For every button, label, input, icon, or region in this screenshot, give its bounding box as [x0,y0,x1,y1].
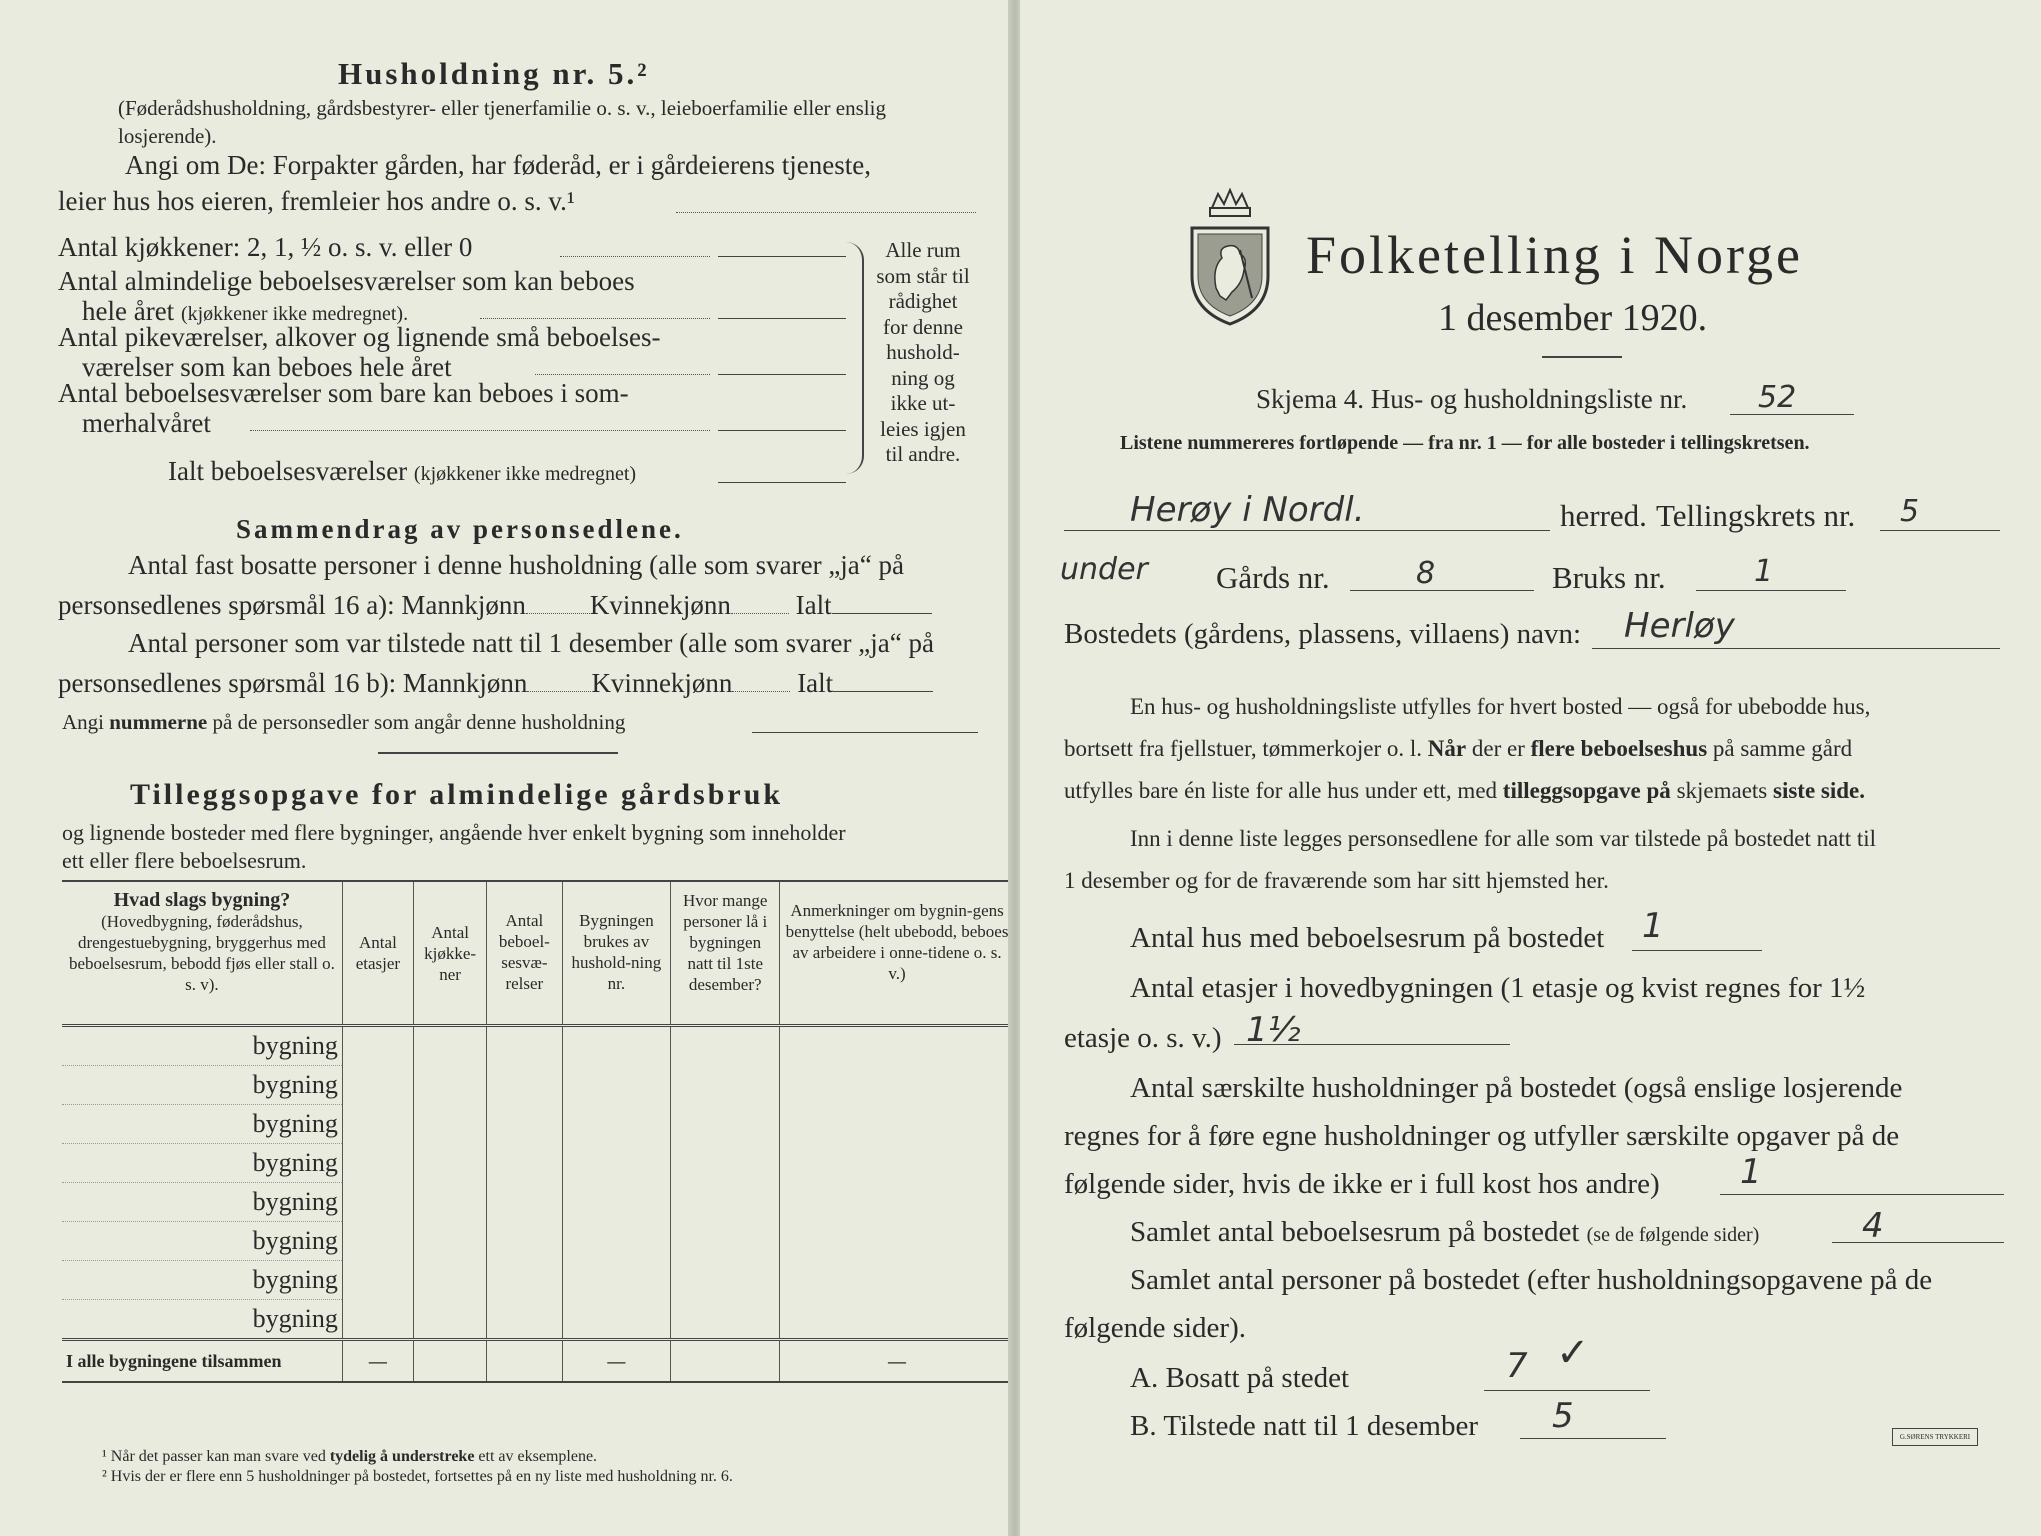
footnote-2: ² Hvis der er flere enn 5 husholdninger på bostedet, fortsettes på en ny liste med husholdning nr. 6. [102,1468,733,1485]
numbers-line [62,710,625,735]
row-rooms[interactable] [487,1261,562,1300]
th-remarks: Anmerkninger om bygnin-gens benyttelse (helt ubebodd, beboes av arbeidere i onne-tidene o. s. v.) [780,881,1014,1026]
row-remarks[interactable] [780,1026,1014,1066]
rooms-3b-label: merhalvåret [82,408,211,438]
summary-b-kvinne-field[interactable] [732,691,790,692]
summary-a-kvinne: Kvinnekjønn [589,590,731,620]
krets-field[interactable] [1880,530,2000,531]
summary-b-ialt: Ialt [797,668,834,698]
row-floors[interactable] [342,1261,413,1300]
rooms-3-field[interactable] [718,430,846,431]
krets-label: Tellingskrets nr. [1656,498,1856,533]
row-floors[interactable] [342,1300,413,1340]
row-building-type[interactable]: bygning [62,1261,342,1300]
row-remarks[interactable] [780,1105,1014,1144]
houses-value[interactable]: 1 [1642,906,1664,946]
footnote-1-post: ett av eksemplene. [478,1448,598,1465]
row-floors[interactable] [342,1222,413,1261]
brace-note-line: for denne [883,314,963,339]
left-page [0,0,1010,1536]
row-building-type[interactable]: bygning [62,1300,342,1340]
row-persons[interactable] [671,1066,780,1105]
census-title: Folketelling i Norge [1306,225,1803,285]
rooms-total-text: Ialt beboelsesværelser [168,456,408,486]
row-rooms[interactable] [487,1026,562,1066]
extra-title: Tilleggsopgave for almindelige gårdsbruk [130,778,784,811]
row-remarks[interactable] [780,1066,1014,1105]
krets-value[interactable]: 5 [1900,494,1920,529]
total-rooms[interactable] [487,1340,562,1383]
schema-label: Skjema 4. Hus- og husholdningsliste nr. [1256,384,1688,414]
row-kitchens[interactable] [413,1105,486,1144]
summary-a-mann-field[interactable] [526,613,590,614]
gard-label: Gårds nr. [1216,560,1330,595]
brace-note-line: til andre. [885,442,961,466]
rooms-2a-label: Antal pikeværelser, alkover og lignende små beboelses- [58,322,661,352]
hh-value[interactable]: 1 [1740,1152,1762,1192]
rooms-3-leader [250,430,710,431]
summary-b-line-2 [58,668,933,699]
brace-note-line: Alle rum [885,238,961,262]
rooms-field[interactable] [1832,1242,2004,1243]
bruk-value[interactable]: 1 [1754,554,1774,589]
th-floors: Antal etasjer [342,881,413,1026]
row-rooms[interactable] [487,1222,562,1261]
summary-a-line-1: Antal fast bosatte personer i denne husholdning (alle som svarer „ja“ på [128,550,904,580]
houses-label: Antal hus med beboelsesrum på bostedet [1130,922,1605,954]
extra-sub-1: og lignende bosteder med flere bygninger, angående hver enkelt bygning som inneholder [62,820,846,845]
row-persons[interactable] [671,1026,780,1066]
table-row [62,1066,1014,1105]
th-persons: Hvor mange personer lå i bygningen natt til 1ste desember? [671,881,780,1026]
row-persons[interactable] [671,1144,780,1183]
table-row [62,1300,1014,1340]
floors-label-1: Antal etasjer i hovedbygningen (1 etasje og kvist regnes for 1½ [1130,972,1866,1004]
floors-value[interactable]: 1½ [1246,1010,1301,1050]
row-household[interactable] [562,1222,671,1261]
row-remarks[interactable] [780,1261,1014,1300]
row-building-type[interactable]: bygning [62,1066,342,1105]
herred-value[interactable]: Herøy i Nordl. [1130,490,1365,530]
hh-label-1: Antal særskilte husholdninger på bostedet (også enslige losjerende [1130,1072,1903,1104]
brace [846,242,864,474]
info-2-bold-2: flere beboelseshus [1530,736,1708,761]
info-line-4: Inn i denne liste legges personsedlene for alle som var tilstede på bostedet natt til [1130,826,1877,851]
rooms-label-text: Samlet antal beboelsesrum på bostedet [1130,1216,1580,1248]
row-remarks[interactable] [780,1183,1014,1222]
summary-a-ialt-field[interactable] [832,613,932,614]
row-rooms[interactable] [487,1144,562,1183]
bruk-field[interactable] [1696,590,1846,591]
a-label: A. Bosatt på stedet [1130,1362,1350,1394]
summary-b-line-1: Antal personer som var tilstede natt til 1 desember (alle som svarer „ja“ på [128,628,934,658]
info-2-bold: Når [1427,736,1467,761]
census-date: 1 desember 1920. [1438,297,1708,339]
th-rooms: Antal beboel-sesvæ-relser [487,881,562,1026]
question-line-2: leier hus hos eieren, fremleier hos andre o. s. v.¹ [58,186,575,216]
rooms-value[interactable]: 4 [1862,1206,1884,1246]
b-value[interactable]: 5 [1552,1396,1574,1436]
building-table [62,880,1014,1383]
kitchens-leader [560,256,710,257]
row-rooms[interactable] [487,1105,562,1144]
row-persons[interactable] [671,1261,780,1300]
summary-b-ialt-field[interactable] [833,691,933,692]
row-household[interactable] [562,1105,671,1144]
summary-a-line-2 [58,590,932,621]
row-kitchens[interactable] [413,1144,486,1183]
info-2-post: på samme gård [1712,736,1853,761]
info-3-mid: skjemaets [1676,778,1768,803]
rooms-1a-label: Antal almindelige beboelsesværelser som kan beboes [58,266,635,296]
total-remarks: — [780,1340,1014,1383]
row-household[interactable] [562,1300,671,1340]
floors-label-2: etasje o. s. v.) [1064,1022,1222,1054]
hh-field[interactable] [1720,1194,2004,1195]
bosted-label: Bostedets (gårdens, plassens, villaens) navn: [1064,618,1582,650]
row-building-type[interactable]: bygning [62,1026,342,1066]
info-line-5: 1 desember og for de fraværende som har sitt hjemsted her. [1064,868,1609,893]
brace-note-line: rådighet [888,289,958,313]
rooms-label-small: (se de følgende sider) [1586,1224,1760,1246]
row-persons[interactable] [671,1222,780,1261]
check-mark-icon: ✓ [1556,1330,1590,1376]
total-kitchens[interactable] [413,1340,486,1383]
total-household: — [562,1340,671,1383]
row-household[interactable] [562,1066,671,1105]
info-2-mid: der er [1471,736,1525,761]
numbers-field[interactable] [752,732,978,733]
row-household[interactable] [562,1183,671,1222]
brace-note-line: ikke ut- [890,391,956,415]
coat-of-arms-icon [1182,188,1278,328]
household-title: Husholdning nr. 5.² [338,56,650,91]
th-building-type [62,881,342,1026]
footnote-1 [102,1448,597,1466]
rooms-total-label [168,456,636,487]
row-remarks[interactable] [780,1144,1014,1183]
bruk-label: Bruks nr. [1552,560,1666,595]
row-floors[interactable] [342,1183,413,1222]
persons-label-1: Samlet antal personer på bostedet (efter husholdningsopgavene på de [1130,1264,1933,1296]
info-line-1: En hus- og husholdningsliste utfylles for hvert bosted — også for ubebodde hus, [1130,694,1871,719]
hh-label-3: følgende sider, hvis de ikke er i full kost hos andre) [1064,1168,1660,1200]
row-household[interactable] [562,1026,671,1066]
brace-note-line: som står til [876,263,970,288]
summary-a-ialt: Ialt [795,590,832,620]
total-row [62,1340,1014,1383]
row-kitchens[interactable] [413,1222,486,1261]
row-persons[interactable] [671,1183,780,1222]
herred-label: herred. [1560,498,1647,533]
row-building-type[interactable]: bygning [62,1222,342,1261]
row-building-type[interactable]: bygning [62,1183,342,1222]
b-field[interactable] [1520,1438,1666,1439]
row-remarks[interactable] [780,1222,1014,1261]
row-persons[interactable] [671,1105,780,1144]
info-3-pre: utfylles bare én liste for alle hus under ett, med [1064,778,1498,803]
under-value[interactable]: under [1060,552,1148,587]
row-building-type[interactable]: bygning [62,1105,342,1144]
row-floors[interactable] [342,1066,413,1105]
divider [378,752,618,754]
row-kitchens[interactable] [413,1183,486,1222]
footnote-1-pre: ¹ Når det passer kan man svare ved [102,1448,326,1465]
info-line-3 [1064,778,1865,804]
row-rooms[interactable] [487,1066,562,1105]
row-household[interactable] [562,1144,671,1183]
th-building-type-sub: (Hovedbygning, føderådshus, drengestuebygning, bryggerhus med beboelsesrum, bebodd fjøs eller stall o. s. v). [69,912,335,994]
summary-b-mann-field[interactable] [527,691,591,692]
rooms-total-field[interactable] [718,482,846,483]
rooms-1b-small: (kjøkkener ikke medregnet). [180,303,409,325]
info-2-pre: bortsett fra fjellstuer, tømmerkojer o. l. [1064,736,1423,761]
persons-label-2: følgende sider). [1064,1312,1246,1344]
row-floors[interactable] [342,1026,413,1066]
row-building-type[interactable]: bygning [62,1144,342,1183]
info-3-bold: tilleggsopgave på [1502,778,1671,803]
rooms-1-field[interactable] [718,318,846,319]
summary-a-kvinne-field[interactable] [731,613,789,614]
kitchens-field[interactable] [718,256,846,257]
houses-field[interactable] [1632,950,1762,951]
a-value[interactable]: 7 [1506,1346,1528,1386]
bosted-field[interactable] [1592,648,2000,649]
schema-value[interactable]: 52 [1758,380,1797,415]
brace-note-line: hushold- [886,340,960,364]
brace-note-line: ning og [891,365,955,390]
hh-label-2: regnes for å føre egne husholdninger og utfyller særskilte opgaver på de [1064,1120,1900,1152]
row-rooms[interactable] [487,1183,562,1222]
total-persons[interactable] [671,1340,780,1383]
gard-value[interactable]: 8 [1416,556,1436,591]
herred-field[interactable] [1064,530,1550,531]
right-page [1020,0,2041,1536]
brace-note [868,238,978,468]
numbers-pre: Angi [62,710,104,734]
th-kitchens: Antal kjøkke-ner [413,881,486,1026]
table-row [62,1261,1014,1300]
row-rooms[interactable] [487,1300,562,1340]
row-remarks[interactable] [780,1300,1014,1340]
info-line-2 [1064,736,1852,762]
row-kitchens[interactable] [413,1300,486,1340]
rooms-2b-label: værelser som kan beboes hele året [82,352,452,382]
a-field[interactable] [1484,1390,1650,1391]
footnote-1-bold: tydelig å understreke [329,1448,475,1465]
rooms-2-field[interactable] [718,374,846,375]
bosted-value[interactable]: Herløy [1624,606,1735,646]
extra-sub-2: ett eller flere beboelsesrum. [62,848,307,873]
table-row [62,1144,1014,1183]
household-subtitle: (Føderådshusholdning, gårdsbestyrer- eller tjenerfamilie o. s. v., leieboerfamilie eller enslig losjerende). [118,96,886,148]
printer-stamp: G.SØRENS TRYKKERI [1892,1428,1978,1446]
table-row [62,1222,1014,1261]
numbers-bold: nummerne [109,710,208,734]
b-label: B. Tilstede natt til 1 desember [1130,1410,1478,1442]
numbers-post: på de personsedler som angår denne husholdning [212,710,626,734]
row-kitchens[interactable] [413,1261,486,1300]
brace-note-line: leies igjen [880,416,966,441]
table-row [62,1183,1014,1222]
kitchens-label: Antal kjøkkener: 2, 1, ½ o. s. v. eller 0 [58,232,473,262]
th-household: Bygningen brukes av hushold-ning nr. [562,881,671,1026]
question-answer-field[interactable] [676,212,976,213]
title-rule [1542,356,1622,358]
total-floors: — [342,1340,413,1383]
rooms-1b-text: hele året [82,296,175,326]
rooms-label [1130,1216,1759,1249]
rooms-3a-label: Antal beboelsesværelser som bare kan beboes i som- [58,378,629,408]
summary-title: Sammendrag av personsedlene. [236,514,684,544]
th-building-type-title: Hvad slags bygning? [113,889,291,911]
info-3-bold-2: siste side. [1773,778,1866,803]
summary-b-kvinne: Kvinnekjønn [591,668,733,698]
table-row [62,1026,1014,1066]
row-kitchens[interactable] [413,1066,486,1105]
rooms-total-small: (kjøkkener ikke medregnet) [413,463,637,485]
row-household[interactable] [562,1261,671,1300]
row-kitchens[interactable] [413,1026,486,1066]
question-line-1: Angi om De: Forpakter gården, har føderåd, er i gårdeierens tjeneste, [125,150,871,180]
table-row [62,1105,1014,1144]
summary-b-mann: personsedlenes spørsmål 16 b): Mannkjønn [58,668,528,698]
row-persons[interactable] [671,1300,780,1340]
row-floors[interactable] [342,1144,413,1183]
gard-field[interactable] [1350,590,1534,591]
rooms-1-leader [480,318,710,319]
rooms-2-leader [535,374,710,375]
numbering-note: Listene nummereres fortløpende — fra nr. 1 — for alle bosteder i tellingskretsen. [1120,432,1810,454]
row-floors[interactable] [342,1105,413,1144]
total-label: I alle bygningene tilsammen [62,1340,342,1383]
summary-a-mann: personsedlenes spørsmål 16 a): Mannkjønn [58,590,526,620]
